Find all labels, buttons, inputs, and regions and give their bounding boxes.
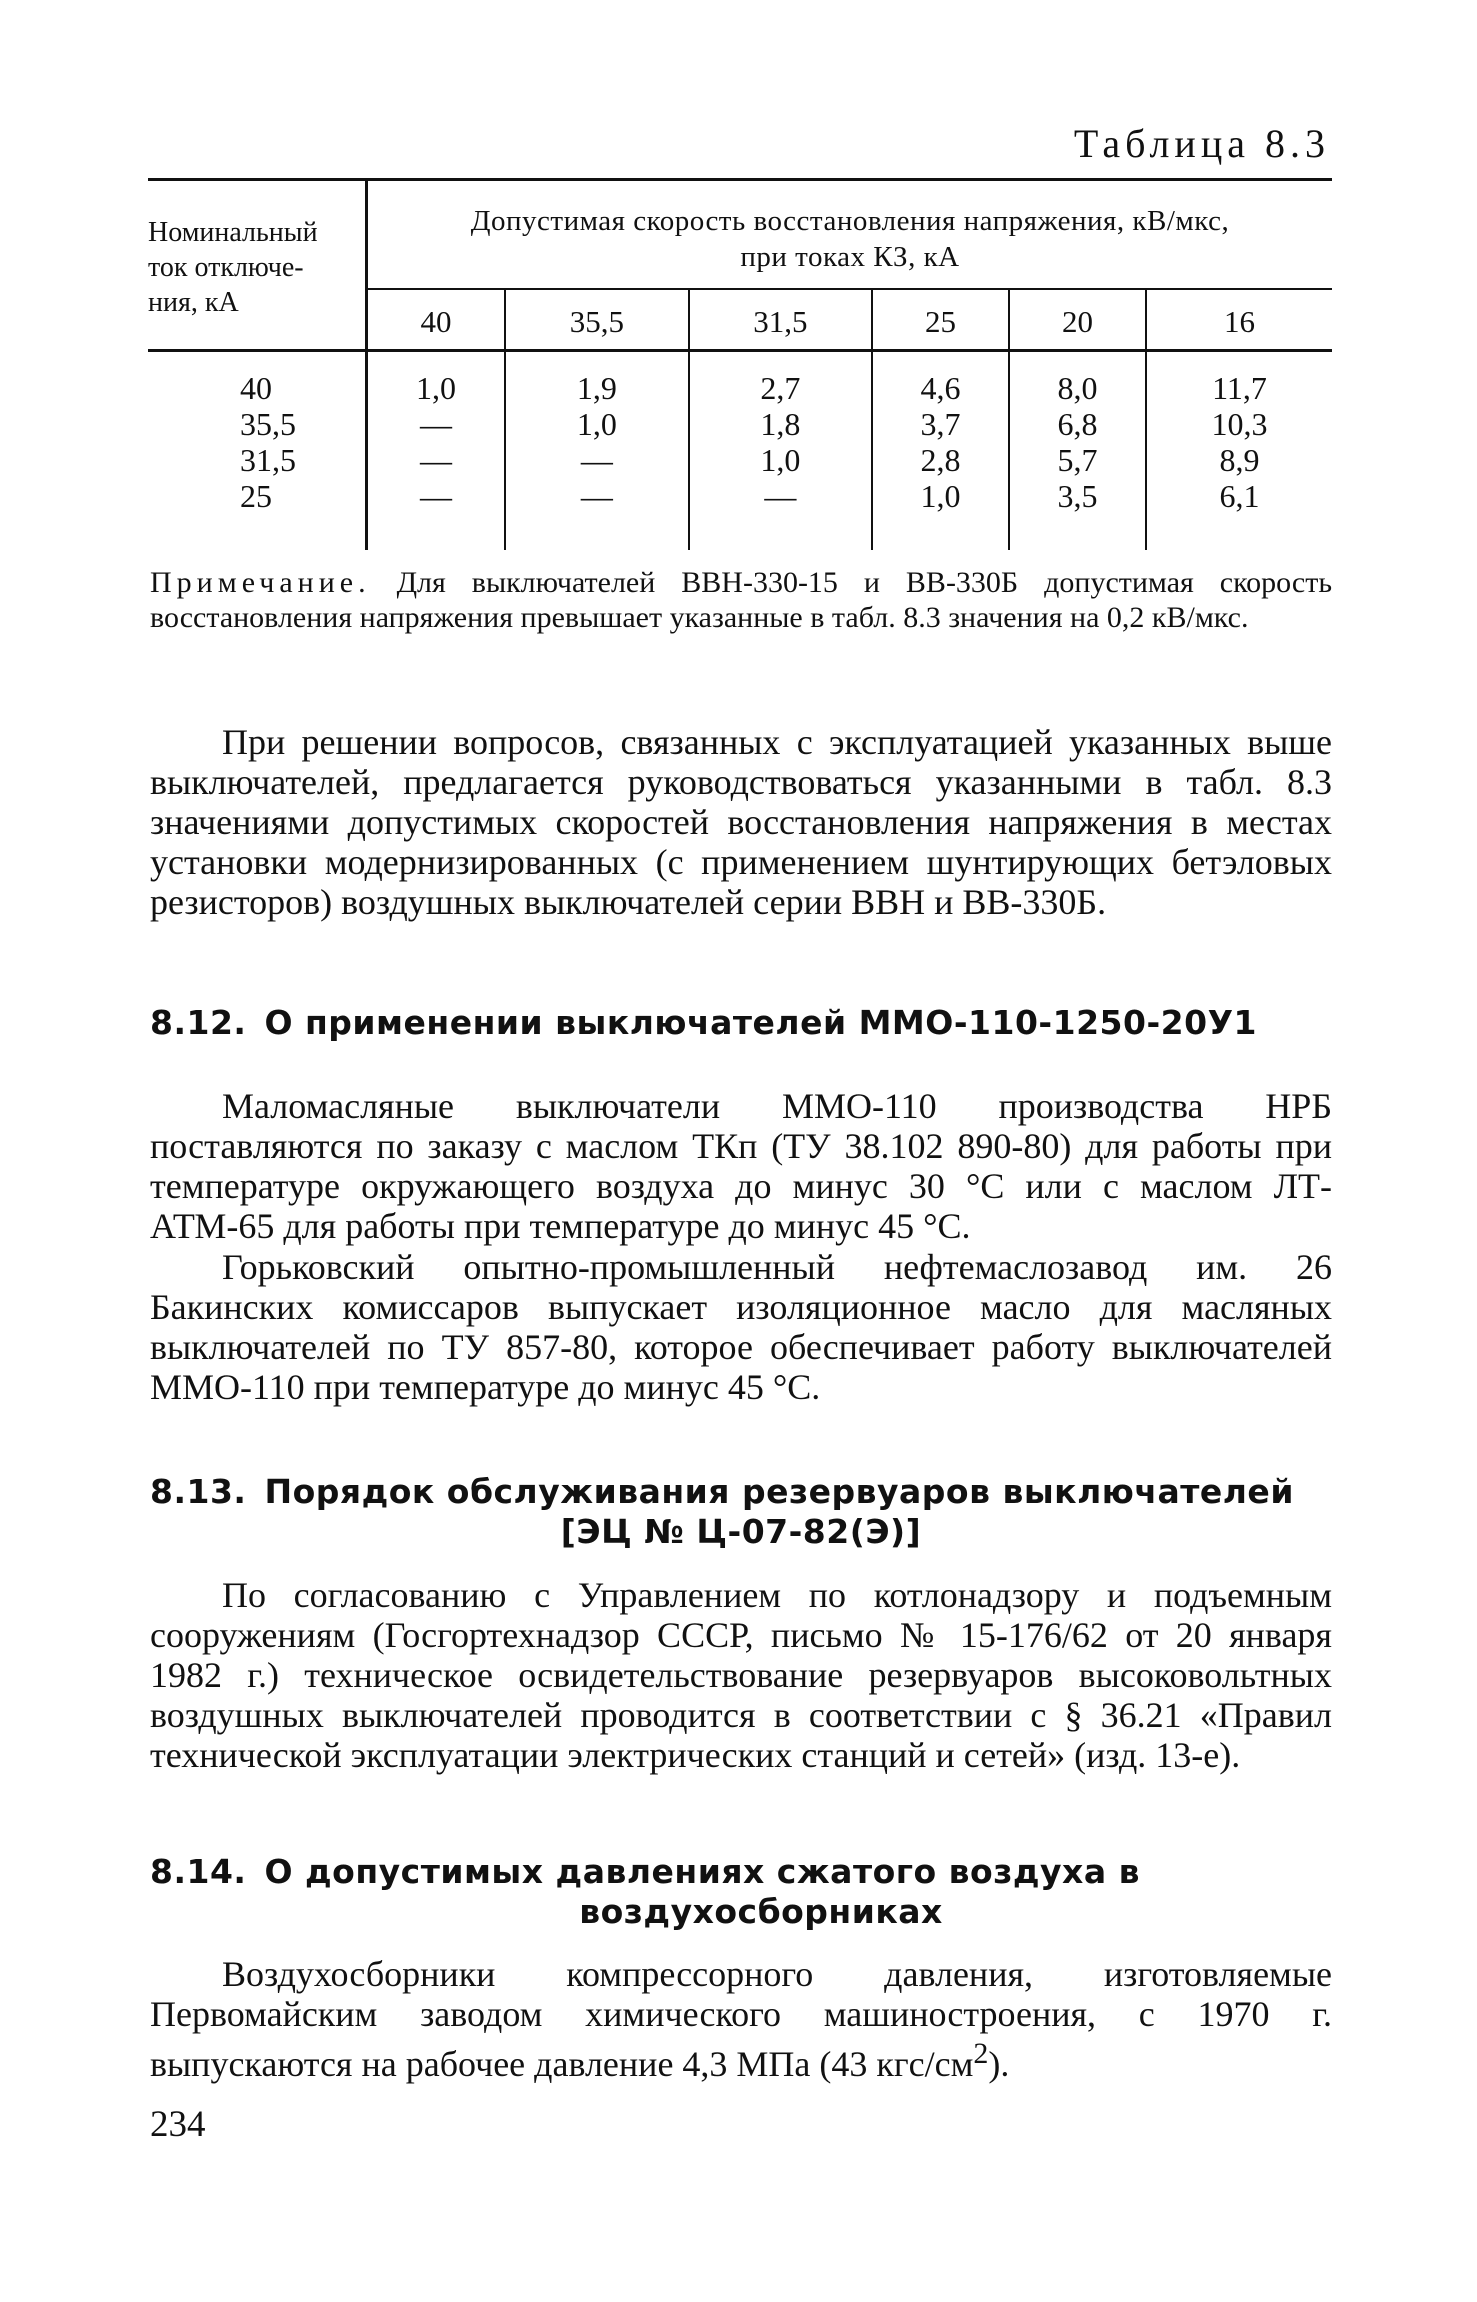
section-title: О допустимых давлениях сжатого воздуха в — [264, 1852, 1140, 1891]
group-header-line: Допустимая скорость восстановления напряжения, кВ/мкс, — [470, 205, 1230, 237]
table-caption: Таблица 8.3 — [1073, 121, 1330, 166]
section-title-line-2: [ЭЦ № Ц-07-82(Э)] — [560, 1512, 922, 1551]
section-heading-8-13 — [150, 1472, 1332, 1552]
data-table — [148, 178, 1332, 550]
section-8-12-paragraph-2: Горьковский опытно-промышленный нефтемаслозавод им. 26 Бакинских комиссаров выпускает изоляционное масло для масляных выключателей по ТУ 857-80, которое обеспечивает работу выключателей ММО-110 при температуре до минус 45 °С. — [150, 1247, 1332, 1407]
superscript: 2 — [973, 2037, 989, 2070]
table-cell: 1,0 — [576, 406, 617, 443]
table-cell: — — [580, 478, 613, 515]
table-cell: 8,0 — [1057, 370, 1098, 407]
table-cell: 25 — [240, 478, 272, 515]
table-cell: 1,8 — [760, 406, 801, 443]
table-cell: 2,7 — [760, 370, 801, 407]
value-column — [367, 351, 506, 551]
section-number: 8.12. — [150, 1003, 247, 1042]
section-title: Порядок обслуживания резервуаров выключателей — [264, 1472, 1294, 1511]
table-cell: 6,8 — [1057, 406, 1098, 443]
section-title-line-2: воздухосборниках — [579, 1892, 943, 1931]
section-8-12-paragraph-1: Маломасляные выключатели ММО-110 производства НРБ поставляются по заказу с маслом ТКп (ТУ 38.102 890-80) для работы при температуре окружающего воздуха до минус 30 °С или с маслом ЛТ-АТМ-65 для работы при температуре до минус 45 °С. — [150, 1086, 1332, 1246]
section-heading-8-14 — [150, 1852, 1332, 1932]
value-column — [1146, 351, 1332, 551]
intro-paragraph: При решении вопросов, связанных с эксплуатацией указанных выше выключателей, предлагается руководствоваться указанными в табл. 8.3 значениями допустимых скоростей восстановления напряжения в местах установки модернизированных (с применением шунтирующих бетэловых резисторов) воздушных выключателей серии ВВН и ВВ-330Б. — [150, 722, 1332, 922]
current-header: 31,5 — [689, 289, 872, 351]
table-cell: 35,5 — [240, 406, 296, 443]
table-cell: 40 — [240, 370, 272, 407]
table-cell: 4,6 — [920, 370, 961, 407]
table-cell: — — [580, 442, 613, 479]
current-header: 35,5 — [505, 289, 688, 351]
group-header-line: при токах КЗ, кА — [740, 241, 960, 274]
row-header-line: ния, кА — [148, 287, 239, 318]
table-cell: — — [420, 442, 453, 479]
table-cell: 11,7 — [1212, 370, 1267, 407]
current-header: 20 — [1009, 289, 1146, 351]
table-cell: 8,9 — [1219, 442, 1260, 479]
current-header: 16 — [1146, 289, 1332, 351]
section-8-14-paragraph-1 — [150, 1954, 1332, 2084]
section-title: О применении выключателей ММО-110-1250-20У1 — [264, 1003, 1257, 1042]
row-header-line: ток отключе- — [148, 252, 304, 283]
table-cell: 6,1 — [1219, 478, 1260, 515]
table-cell: 1,0 — [760, 442, 801, 479]
paragraph-text: Воздухосборники компрессорного давления, изготовляемые Первомайским заводом химического машиностроения, с 1970 г. выпускаются на рабочее давление 4,3 МПа (43 кгс/см — [150, 1954, 1332, 2084]
table-cell: 1,9 — [576, 370, 617, 407]
paragraph-text-end: ). — [988, 2044, 1010, 2084]
section-heading-8-12 — [150, 1003, 1332, 1043]
value-column — [689, 351, 872, 551]
note-text: Для выключателей ВВН-330-15 и ВВ-330Б допустимая скорость восстановления напряжения превышает указанные в табл. 8.3 значения на 0,2 кВ/мкс. — [150, 566, 1332, 634]
table-cell: 2,8 — [920, 442, 961, 479]
table-cell: 1,0 — [920, 478, 961, 515]
table-cell: 10,3 — [1211, 406, 1268, 443]
data-table-container — [148, 178, 1332, 550]
table-cell: — — [420, 406, 453, 443]
value-column — [872, 351, 1009, 551]
section-number: 8.13. — [150, 1472, 247, 1511]
table-note — [150, 565, 1332, 635]
value-column — [505, 351, 688, 551]
current-header: 25 — [872, 289, 1009, 351]
table-cell: — — [420, 478, 453, 515]
section-8-13-paragraph-1: По согласованию с Управлением по котлонадзору и подъемным сооружениям (Госгортехнадзор СССР, письмо № 15-176/62 от 20 января 1982 г.) техническое освидетельствование резервуаров высоковольтных воздушных выключателей проводится в соответствии с § 36.21 «Правил технической эксплуатации электрических станций и сетей» (изд. 13-е). — [150, 1575, 1332, 1775]
current-header: 40 — [367, 289, 506, 351]
note-label: Примечание. — [150, 566, 371, 599]
table-cell: 3,5 — [1057, 478, 1098, 515]
table-cell: 3,7 — [920, 406, 961, 443]
nominal-current-column — [148, 351, 367, 551]
row-header-line: Номинальный — [148, 217, 318, 248]
table-cell: 31,5 — [240, 442, 296, 479]
group-header-cell — [367, 180, 1333, 289]
value-column — [1009, 351, 1146, 551]
table-cell: — — [764, 478, 797, 515]
table-cell: 5,7 — [1057, 442, 1098, 479]
page-number: 234 — [150, 2104, 206, 2145]
table-row — [148, 351, 1332, 551]
row-header-cell — [148, 180, 367, 351]
section-number: 8.14. — [150, 1852, 247, 1891]
table-cell: 1,0 — [416, 370, 457, 407]
